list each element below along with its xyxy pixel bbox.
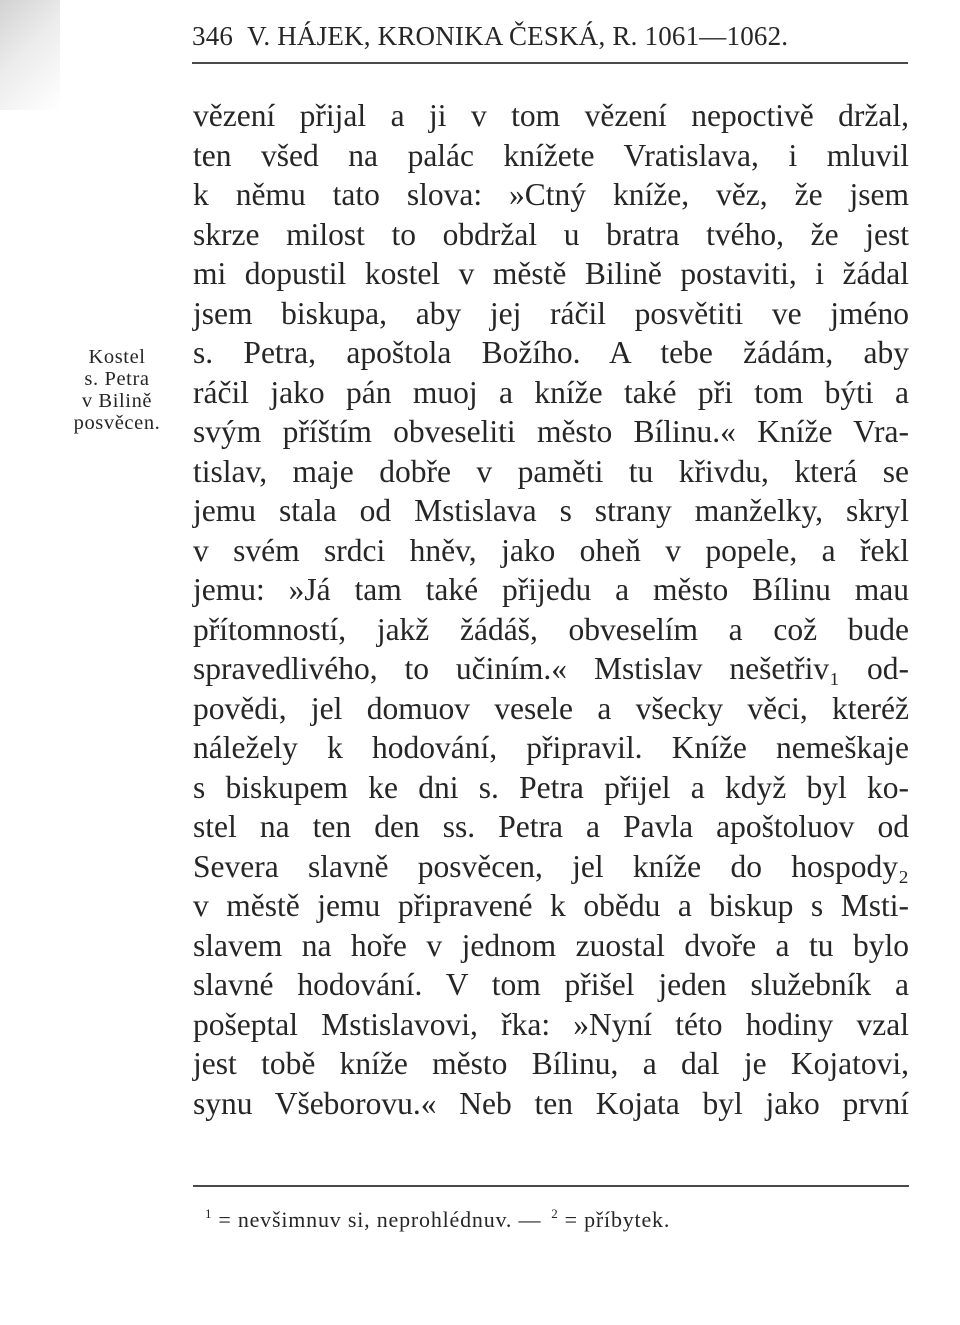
- text-line: jemu: »Já tam také přijedu a město Bílinu mau: [193, 572, 909, 607]
- text-line: s biskupem ke dni s. Petra přijel a když byl ko-: [193, 769, 909, 805]
- text-line: ten všed na palác knížete Vratislava, i mluvil: [193, 137, 909, 173]
- text-line: pošeptal Mstislavovi, řka: »Nyní této hodiny vzal: [193, 1006, 909, 1042]
- running-title: V. HÁJEK, KRONIKA ČESKÁ, R. 1061—1062.: [247, 21, 789, 51]
- text-line: svým příštím obveseliti město Bílinu.« Kníže Vra-: [193, 414, 909, 449]
- text-line: tislav, maje dobře v paměti tu křivdu, která se: [193, 453, 909, 489]
- text-line: slavné hodování. V tom přišel jeden služebník a: [193, 967, 909, 1002]
- text-line: jemu stala od Mstislava s strany manželky, skryl: [193, 493, 909, 528]
- page-number: 346: [192, 21, 234, 51]
- text-line: Severa slavně posvěcen, jel kníže do hospody₂: [193, 848, 909, 884]
- footnotes: [205, 1200, 909, 1234]
- text-line: jest tobě kníže město Bílinu, a dal je Kojatovi,: [193, 1046, 909, 1081]
- text-line: spravedlivého, to učiním.« Mstislav nešetřiv₁ od-: [193, 651, 909, 686]
- text-line: synu Všeborovu.« Neb ten Kojata byl jako první: [193, 1085, 909, 1121]
- footnote-text: = nevšimnuv si, neprohlédnuv. —: [218, 1207, 542, 1232]
- text-line: jsem biskupa, aby jej ráčil posvětiti ve jméno: [193, 295, 909, 331]
- header-rule: [192, 62, 908, 64]
- text-line: přítomností, jakž žádáš, obveselím a což bude: [193, 611, 909, 647]
- footnote-marker: 2: [551, 1206, 559, 1221]
- running-header: [192, 16, 908, 56]
- footnote-marker: 1: [205, 1206, 213, 1221]
- marginal-note-line: s. Petra: [84, 368, 150, 390]
- text-line: k němu tato slova: »Ctný kníže, věz, že jsem: [193, 177, 909, 212]
- marginal-note-line: v Bilině: [81, 390, 153, 412]
- text-line: v svém srdci hněv, jako oheň v popele, a řekl: [193, 532, 909, 568]
- footnote-text: = příbytek.: [564, 1207, 671, 1232]
- marginal-note-line: posvěcen.: [73, 412, 161, 434]
- text-line: s. Petra, apoštola Božího. A tebe žádám, aby: [193, 335, 909, 370]
- body-text: [193, 96, 909, 1123]
- text-line: skrze milost to obdržal u bratra tvého, že jest: [193, 216, 909, 252]
- marginal-note-line: Kostel: [88, 346, 146, 368]
- text-line: povědi, jel domuov vesele a všecky věci, kteréž: [193, 690, 909, 726]
- footnote-rule: [193, 1185, 909, 1187]
- text-line: ráčil jako pán muoj a kníže také při tom býti a: [193, 374, 909, 410]
- text-line: v městě jemu připravené k obědu a biskup s Msti-: [193, 888, 909, 923]
- text-line: náležely k hodování, připravil. Kníže nemeškaje: [193, 730, 909, 765]
- text-line: mi dopustil kostel v městě Bilině postaviti, i žádal: [193, 256, 909, 291]
- scan-edge-shadow: [0, 0, 60, 110]
- marginal-note: [52, 346, 182, 434]
- text-line: stel na ten den ss. Petra a Pavla apoštoluov od: [193, 809, 909, 844]
- text-line: slavem na hoře v jednom zuostal dvoře a tu bylo: [193, 927, 909, 963]
- text-line: vězení přijal a ji v tom vězení nepoctivě držal,: [193, 98, 909, 133]
